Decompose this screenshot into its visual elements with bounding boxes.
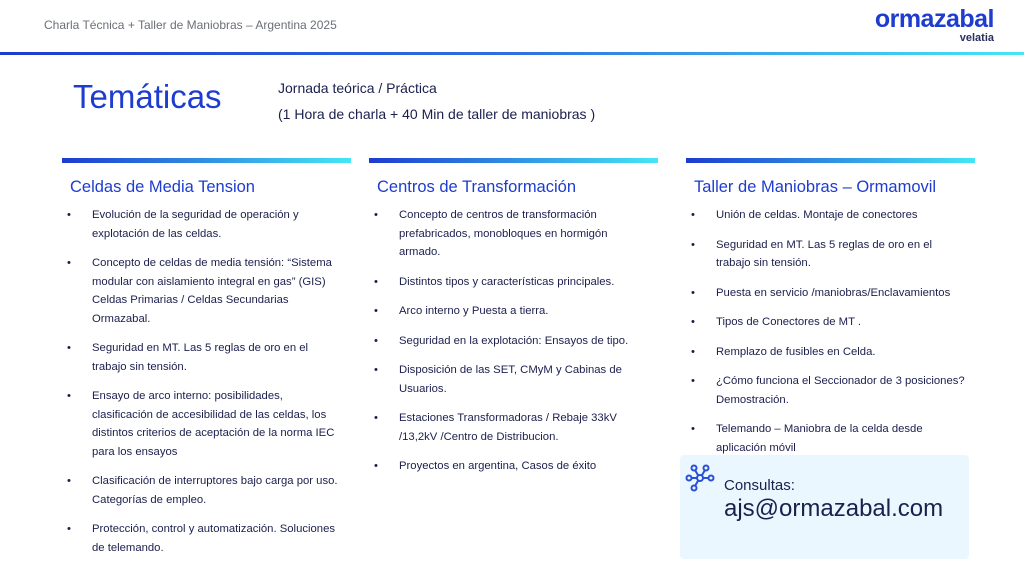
list-item-text: Distintos tipos y características principales. <box>399 275 615 288</box>
list-item <box>62 254 351 328</box>
bullet: • <box>374 334 378 347</box>
bullet: • <box>374 412 378 424</box>
column-accent-bar <box>686 158 975 163</box>
list-item-text: Seguridad en MT. Las 5 reglas de oro en el trabajo sin tensión. <box>92 342 309 373</box>
bullet: • <box>691 286 695 299</box>
list-item <box>369 457 658 476</box>
list-item <box>62 339 351 376</box>
bullet: • <box>67 523 71 535</box>
ormazabal-logo <box>875 6 994 44</box>
column-accent-bar <box>62 158 351 163</box>
column-celdas <box>62 158 351 568</box>
bullet: • <box>67 257 71 269</box>
list-item-text: Unión de celdas. Montaje de conectores <box>716 209 918 221</box>
bullet: • <box>67 342 71 354</box>
bullet: • <box>374 209 378 221</box>
column-heading: Taller de Maniobras – Ormamovil <box>694 178 937 196</box>
list-item <box>686 284 975 303</box>
list-item <box>369 409 658 446</box>
column-centros <box>369 158 658 487</box>
list-item <box>686 343 975 362</box>
contact-box <box>680 455 969 559</box>
list-item <box>686 372 975 409</box>
topic-list <box>62 206 351 557</box>
bullet: • <box>374 275 378 288</box>
page-title: Temáticas <box>73 78 222 115</box>
subtitle-line2: (1 Hora de charla + 40 Min de taller de maniobras ) <box>278 106 596 122</box>
network-icon <box>685 463 715 493</box>
bullet: • <box>691 375 695 387</box>
contact-email[interactable]: ajs@ormazabal.com <box>724 495 944 522</box>
bullet: • <box>691 238 695 251</box>
list-item-text: Clasificación de interruptores bajo carga por uso. Categorías de empleo. <box>92 475 338 506</box>
bullet: • <box>374 364 378 376</box>
list-item <box>686 420 975 457</box>
column-heading: Centros de Transformación <box>377 178 577 196</box>
list-item <box>686 313 975 332</box>
list-item-text: Concepto de centros de transformación prefabricados, monobloques en hormigón armado. <box>399 209 608 258</box>
list-item <box>62 206 351 243</box>
list-item <box>369 361 658 398</box>
contact-label: Consultas: <box>724 477 795 494</box>
bullet: • <box>691 316 695 328</box>
column-heading: Celdas de Media Tension <box>70 178 255 196</box>
topic-list <box>686 206 975 457</box>
list-item-text: Evolución de la seguridad de operación y explotación de las celdas. <box>92 209 299 240</box>
topic-list <box>369 206 658 476</box>
column-taller <box>686 158 975 468</box>
logo-main: ormazabal <box>874 5 994 33</box>
list-item-text: Estaciones Transformadoras / Rebaje 33kV /13,2kV /Centro de Distribucion. <box>399 412 617 443</box>
header-divider <box>0 52 1024 55</box>
header-text: Charla Técnica + Taller de Maniobras – Argentina 2025 <box>44 18 337 32</box>
list-item-text: Telemando – Maniobra de la celda desde aplicación móvil <box>716 423 923 454</box>
list-item-text: Protección, control y automatización. Soluciones de telemando. <box>92 523 336 554</box>
list-item-text: Tipos de Conectores de MT . <box>716 316 862 328</box>
logo-sub: velatia <box>959 32 994 44</box>
list-item-text: ¿Cómo funciona el Seccionador de 3 posiciones? Demostración. <box>716 375 965 406</box>
list-item-text: Seguridad en la explotación: Ensayos de tipo. <box>399 334 629 347</box>
list-item-text: Remplazo de fusibles en Celda. <box>716 345 876 358</box>
bullet: • <box>691 423 695 435</box>
bullet: • <box>374 305 378 317</box>
list-item-text: Concepto de celdas de media tensión: “Sistema modular con aislamiento integral en gas” (GIS) Celdas Primarias / Celdas Secundarias Ormazabal. <box>92 257 332 325</box>
subtitle-line1: Jornada teórica / Práctica <box>278 80 437 96</box>
list-item-text: Seguridad en MT. Las 5 reglas de oro en el trabajo sin tensión. <box>716 238 933 269</box>
list-item <box>369 302 658 321</box>
list-item <box>686 206 975 225</box>
list-item-text: Disposición de las SET, CMyM y Cabinas de Usuarios. <box>399 364 622 395</box>
bullet: • <box>67 475 71 487</box>
list-item <box>369 332 658 351</box>
column-accent-bar <box>369 158 658 163</box>
bullet: • <box>374 460 378 472</box>
list-item <box>369 273 658 292</box>
bullet: • <box>691 209 695 221</box>
list-item <box>686 236 975 273</box>
bullet: • <box>67 390 71 402</box>
list-item-text: Arco interno y Puesta a tierra. <box>399 305 549 317</box>
list-item <box>62 387 351 461</box>
list-item-text: Proyectos en argentina, Casos de éxito <box>399 460 597 472</box>
list-item-text: Puesta en servicio /maniobras/Enclavamientos <box>716 286 951 299</box>
list-item <box>369 206 658 262</box>
bullet: • <box>67 209 71 221</box>
list-item <box>62 472 351 509</box>
list-item <box>62 520 351 557</box>
list-item-text: Ensayo de arco interno: posibilidades, clasificación de accesibilidad de las celdas, los distintos criterios de aceptación de la norma IEC para los ensayos <box>92 390 335 458</box>
bullet: • <box>691 345 695 358</box>
